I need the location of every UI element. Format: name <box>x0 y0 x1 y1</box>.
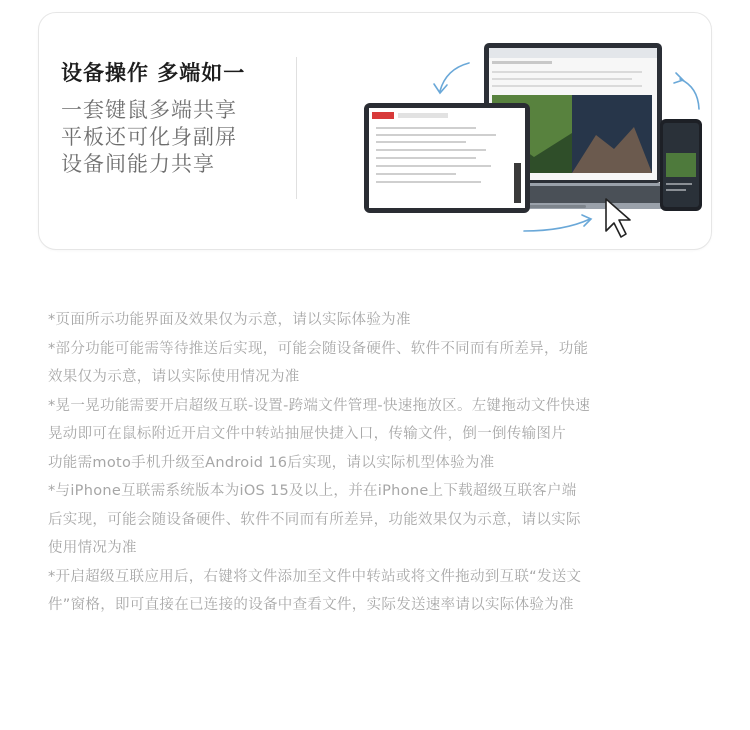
disclaimer-note: *开启超级互联应用后，右键将文件添加至文件中转站或将文件拖动到互联“发送文 件”窗格，即可直接在已连接的设备中查看文件，实际发送速率请以实际体验为准 <box>48 568 582 613</box>
disclaimer-note: *部分功能可能需等待推送后实现，可能会随设备硬件、软件不同而有所差异，功能 效果仅为示意，请以实际使用情况为准 <box>48 340 589 385</box>
divider <box>296 57 297 199</box>
sync-arrow-icon <box>524 215 591 231</box>
feature-list <box>61 97 237 178</box>
devices-illustration <box>314 23 704 243</box>
feature-item: 平板还可化身副屏 <box>61 125 237 149</box>
card-headline: 设备操作 多端如一 <box>61 61 246 85</box>
sync-arrow-icon <box>434 63 469 93</box>
disclaimer-notes <box>48 306 698 620</box>
disclaimer-note: *晃一晃功能需要开启超级互联-设置-跨端文件管理-快速拖放区。左键拖动文件快速 晃动即可在鼠标附近开启文件中转站抽屉快捷入口，传输文件，倒一倒传输图片 功能需moto手机升级至Android 16后实现，请以实际机型体验为准 <box>48 397 591 471</box>
tablet-icon <box>364 103 530 213</box>
feature-item: 一套键鼠多端共享 <box>61 98 237 122</box>
sync-arrow-icon <box>674 73 699 109</box>
feature-item: 设备间能力共享 <box>61 152 215 176</box>
disclaimer-note: *页面所示功能界面及效果仅为示意，请以实际体验为准 <box>48 312 411 328</box>
phone-icon <box>660 119 702 211</box>
feature-card <box>38 12 712 250</box>
disclaimer-note: *与iPhone互联需系统版本为iOS 15及以上，并在iPhone上下载超级互联客户端 后实现，可能会随设备硬件、软件不同而有所差异，功能效果仅为示意，请以实际 使用情况为准 <box>48 483 581 556</box>
